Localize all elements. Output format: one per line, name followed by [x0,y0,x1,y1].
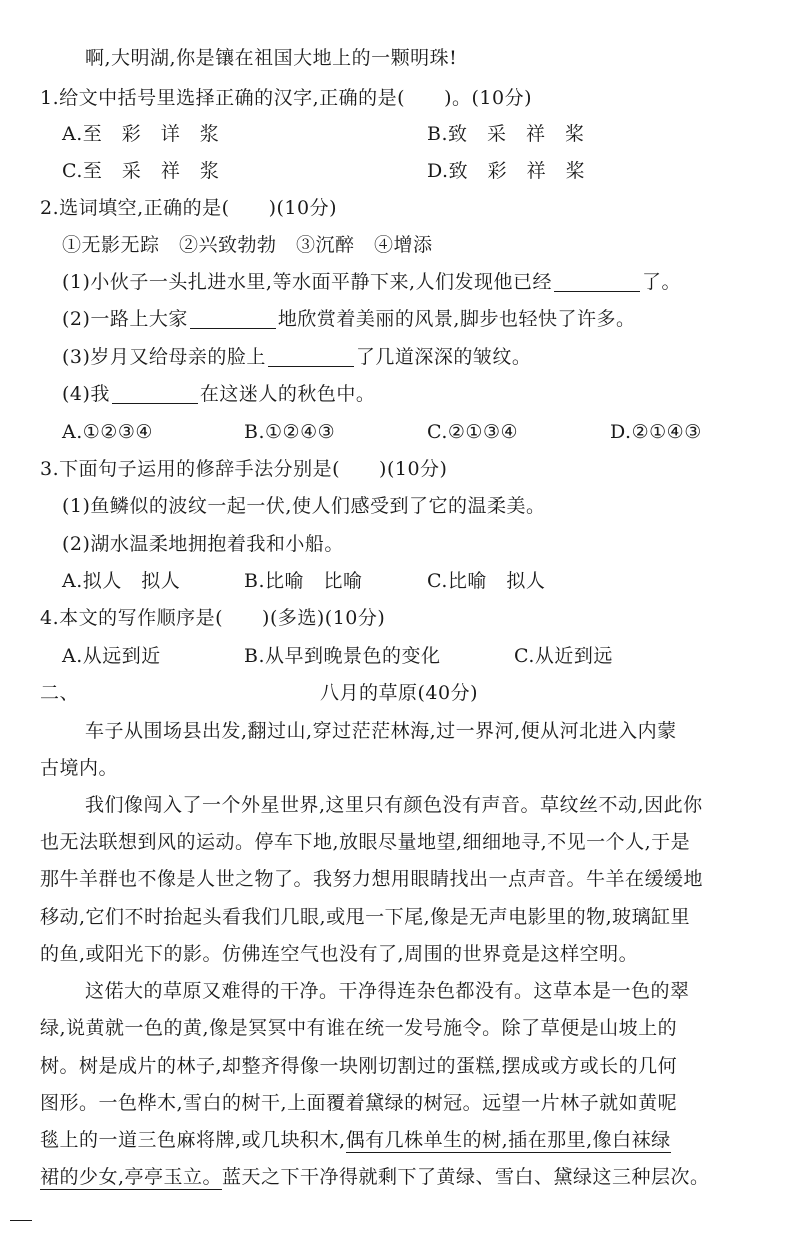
q2-blank-1[interactable] [554,271,640,292]
q2-s1-before: (1)小伙子一头扎进水里,等水面平静下来,人们发现他已经 [62,271,552,293]
q3-option-a: A.拟人 拟人 [62,570,181,592]
q2-option-d: D.②①④③ [610,421,702,443]
q2-s1-after: 了。 [642,271,682,293]
passage-p3-line5-plain: 毯上的一道三色麻将牌,或几块积木, [40,1129,346,1151]
q2-s3-before: (3)岁月又给母亲的脸上 [62,346,266,368]
passage-p3-line4: 图形。一色桦木,雪白的树干,上面覆着黛绿的树冠。远望一片林子就如黄呢 [40,1092,678,1114]
q2-s2-after: 地欣赏着美丽的风景,脚步也轻快了许多。 [277,308,636,330]
passage-p2-line3: 那牛羊群也不像是人世之物了。我努力想用眼睛找出一点声音。牛羊在缓缓地 [40,868,704,890]
underlined-sentence-part1: 偶有几株单生的树,插在那里,像白袜绿 [345,1129,671,1151]
q2-option-b: B.①②④③ [244,421,336,443]
q4-stem: 4.本文的写作顺序是( )(多选)(10分) [40,607,386,629]
section-title: 八月的草原(40分) [320,682,479,704]
passage-p3-line6 [40,1165,710,1189]
q4-option-b: B.从早到晚景色的变化 [244,645,441,667]
q2-blank-2[interactable] [190,308,276,329]
q1-stem: 1.给文中括号里选择正确的汉字,正确的是( )。(10分) [40,87,532,109]
passage-p3-line2: 绿,说黄就一色的黄,像是冥冥中有谁在统一发号施令。除了草便是山坡上的 [40,1017,678,1039]
passage-p2-line5: 的鱼,或阳光下的影。仿佛连空气也没有了,周围的世界竟是这样空明。 [40,943,639,965]
passage-p3-line6-plain: 蓝天之下干净得就剩下了黄绿、雪白、黛绿这三种层次。 [222,1166,710,1188]
passage-p2-line1: 我们像闯入了一个外星世界,这里只有颜色没有声音。草纹丝不动,因此你 [85,794,703,816]
q4-option-c: C.从近到远 [514,645,613,667]
passage-p2-line4: 移动,它们不时抬起头看我们几眼,或甩一下尾,像是无声电影里的物,玻璃缸里 [40,906,691,928]
q2-sentence-4 [62,382,375,406]
passage-p1-line2: 古境内。 [40,757,119,779]
q3-option-b: B.比喻 比喻 [244,570,363,592]
q2-option-a: A.①②③④ [62,421,153,443]
page-edge-mark [10,1220,32,1221]
q2-s2-before: (2)一路上大家 [62,308,188,330]
passage-p3-line1: 这偌大的草原又难得的干净。干净得连杂色都没有。这草本是一色的翠 [85,980,690,1002]
q2-word-bank: ①无影无踪 ②兴致勃勃 ③沉醉 ④增添 [62,234,433,256]
q2-blank-3[interactable] [268,346,354,367]
q3-sentence-1: (1)鱼鳞似的波纹一起一伏,使人们感受到了它的温柔美。 [62,495,546,517]
q2-option-c: C.②①③④ [427,421,519,443]
q1-option-d: D.致 彩 祥 桨 [427,160,586,182]
passage-p3-line3: 树。树是成片的林子,却整齐得像一块刚切割过的蛋糕,摆成或方或长的几何 [40,1055,678,1077]
q2-s3-after: 了几道深深的皱纹。 [355,346,532,368]
q3-sentence-2: (2)湖水温柔地拥抱着我和小船。 [62,533,344,555]
q1-option-b: B.致 采 祥 桨 [427,123,585,145]
section-number: 二、 [40,682,80,704]
q2-s4-after: 在这迷人的秋色中。 [199,383,376,405]
q4-option-a: A.从远到近 [62,645,161,667]
q2-sentence-2 [62,307,635,331]
q2-sentence-3 [62,345,531,369]
q1-option-c: C.至 采 祥 浆 [62,160,220,182]
passage-p2-line2: 也无法联想到风的运动。停车下地,放眼尽量地望,细细地寻,不见一个人,于是 [40,831,691,853]
passage-p1-line1: 车子从围场县出发,翻过山,穿过茫茫林海,过一界河,便从河北进入内蒙 [85,720,677,742]
intro-line: 啊,大明湖,你是镶在祖国大地上的一颗明珠! [85,47,458,69]
q2-sentence-1 [62,270,681,294]
underlined-sentence-part2: 裙的少女,亭亭玉立。 [40,1166,223,1188]
q3-option-c: C.比喻 拟人 [427,570,546,592]
q2-s4-before: (4)我 [62,383,110,405]
passage-p3-line5 [40,1128,671,1152]
q2-blank-4[interactable] [112,383,198,404]
q2-stem: 2.选词填空,正确的是( )(10分) [40,197,337,219]
q3-stem: 3.下面句子运用的修辞手法分别是( )(10分) [40,458,448,480]
q1-option-a: A.至 彩 详 浆 [62,123,220,145]
